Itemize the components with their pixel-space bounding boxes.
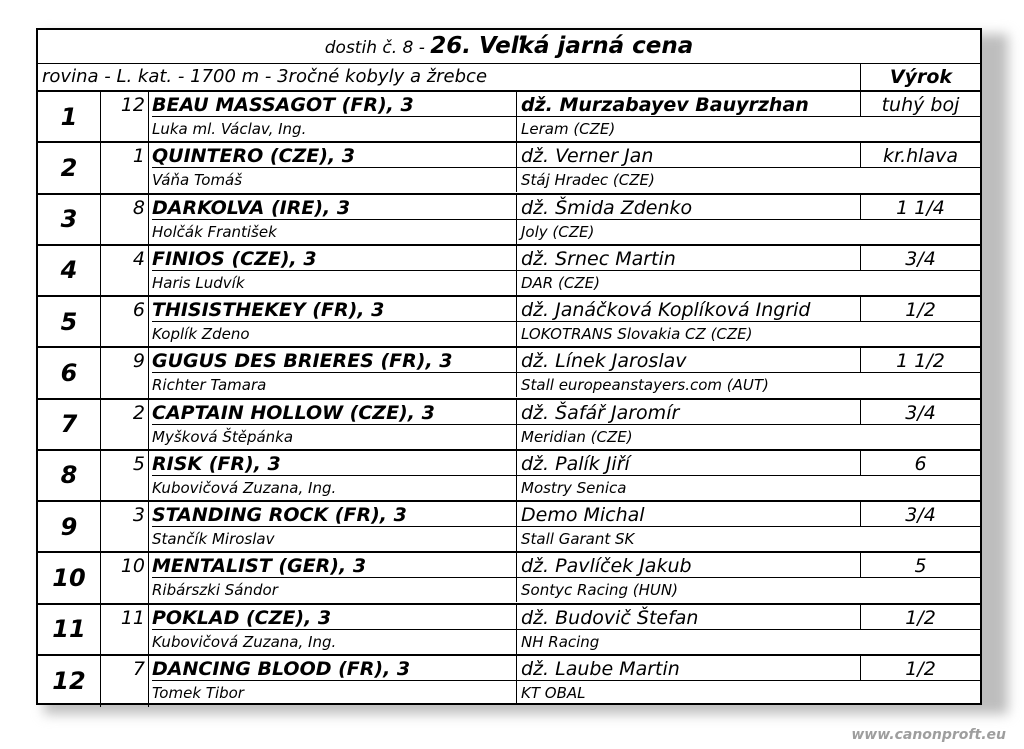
- results-sheet: [36, 28, 982, 705]
- place-number: 5: [38, 297, 101, 346]
- winning-margin: 1 1/4: [860, 195, 980, 220]
- trainer-name: Kubovičová Zuzana, Ing.: [152, 478, 337, 497]
- trainer-name: Koplík Zdeno: [152, 325, 250, 343]
- result-row: [38, 605, 980, 656]
- place-number: 8: [38, 451, 101, 500]
- start-number: 9: [101, 348, 149, 397]
- trainer-name: Richter Tamara: [152, 376, 267, 395]
- horse-name: DANCING BLOOD (FR), 3: [152, 656, 516, 681]
- results-table: [38, 92, 980, 707]
- horse-name: FINIOS (CZE), 3: [152, 246, 516, 271]
- start-number: 1: [101, 143, 149, 192]
- watermark: www.canonproft.eu: [851, 727, 1006, 743]
- start-number: 3: [101, 502, 149, 551]
- start-number: 5: [101, 451, 149, 500]
- start-number: 6: [101, 297, 149, 346]
- horse-name: BEAU MASSAGOT (FR), 3: [152, 92, 516, 117]
- jockey-name: dž. Palík Jiří: [516, 451, 860, 476]
- winning-margin: tuhý boj: [860, 92, 980, 117]
- margin-column-header: Výrok: [860, 63, 981, 90]
- horse-name: POKLAD (CZE), 3: [152, 605, 516, 630]
- jockey-name: dž. Línek Jaroslav: [516, 348, 860, 373]
- place-number: 10: [38, 553, 101, 602]
- trainer-name: Ribárszki Sándor: [152, 581, 278, 600]
- owner-name: NH Racing: [516, 630, 860, 654]
- place-number: 11: [38, 605, 101, 654]
- race-number: dostih č. 8 -: [324, 38, 431, 58]
- jockey-name: dž. Budovič Štefan: [516, 605, 860, 630]
- horse-name: RISK (FR), 3: [152, 451, 516, 476]
- jockey-name: Demo Michal: [516, 502, 860, 527]
- result-row: [38, 502, 980, 553]
- place-number: 1: [38, 92, 101, 141]
- horse-name: MENTALIST (GER), 3: [152, 553, 516, 578]
- start-number: 7: [101, 656, 149, 707]
- owner-name: Leram (CZE): [516, 117, 860, 141]
- jockey-name: dž. Verner Jan: [516, 143, 860, 168]
- trainer-name: Váňa Tomáš: [152, 171, 243, 190]
- winning-margin: 6: [860, 451, 980, 476]
- result-row: [38, 297, 980, 348]
- horse-name: DARKOLVA (IRE), 3: [152, 195, 516, 220]
- horse-name: STANDING ROCK (FR), 3: [152, 502, 516, 527]
- result-row: [38, 451, 980, 502]
- owner-name: Joly (CZE): [516, 220, 860, 244]
- race-conditions-bar: [38, 63, 980, 92]
- race-title-bar: [38, 30, 980, 64]
- owner-name: KT OBAL: [516, 681, 860, 705]
- horse-name: THISISTHEKEY (FR), 3: [152, 297, 516, 322]
- result-row: [38, 92, 980, 143]
- start-number: 4: [101, 246, 149, 295]
- owner-name: Sontyc Racing (HUN): [516, 578, 860, 602]
- race-conditions: rovina - L. kat. - 1700 m - 3ročné kobyly a žrebce: [42, 66, 488, 87]
- start-number: 11: [101, 605, 149, 654]
- result-row: [38, 143, 980, 194]
- trainer-name: Holčák František: [152, 222, 277, 241]
- place-number: 2: [38, 143, 101, 192]
- start-number: 2: [101, 400, 149, 449]
- owner-name: Stall europeanstayers.com (AUT): [516, 373, 860, 397]
- start-number: 10: [101, 553, 149, 602]
- trainer-name: Kubovičová Zuzana, Ing.: [152, 632, 337, 651]
- jockey-name: dž. Srnec Martin: [516, 246, 860, 271]
- result-row: [38, 246, 980, 297]
- horse-name: QUINTERO (CZE), 3: [152, 143, 516, 168]
- winning-margin: kr.hlava: [860, 143, 980, 168]
- start-number: 12: [101, 92, 149, 141]
- jockey-name: dž. Pavlíček Jakub: [516, 553, 860, 578]
- owner-name: Meridian (CZE): [516, 425, 860, 449]
- trainer-name: Stančík Miroslav: [152, 530, 275, 548]
- jockey-name: dž. Laube Martin: [516, 656, 860, 681]
- jockey-name: dž. Janáčková Koplíková Ingrid: [516, 297, 860, 322]
- trainer-name: Haris Ludvík: [152, 273, 245, 292]
- place-number: 12: [38, 656, 101, 707]
- owner-name: DAR (CZE): [516, 271, 860, 295]
- owner-name: Stáj Hradec (CZE): [516, 168, 860, 192]
- place-number: 4: [38, 246, 101, 295]
- winning-margin: 1/2: [860, 297, 980, 322]
- owner-name: LOKOTRANS Slovakia CZ (CZE): [516, 322, 860, 346]
- result-row: [38, 553, 980, 604]
- place-number: 7: [38, 400, 101, 449]
- result-row: [38, 656, 980, 707]
- trainer-name: Tomek Tibor: [152, 683, 244, 702]
- trainer-name: Myšková Štěpánka: [152, 427, 294, 446]
- jockey-name: dž. Šmida Zdenko: [516, 195, 860, 220]
- winning-margin: 5: [860, 553, 980, 578]
- trainer-name: Luka ml. Václav, Ing.: [152, 120, 307, 138]
- result-row: [38, 348, 980, 399]
- place-number: 3: [38, 195, 101, 244]
- start-number: 8: [101, 195, 149, 244]
- place-number: 6: [38, 348, 101, 397]
- horse-name: CAPTAIN HOLLOW (CZE), 3: [152, 400, 516, 425]
- winning-margin: 1 1/2: [860, 348, 980, 373]
- owner-name: Mostry Senica: [516, 476, 860, 500]
- winning-margin: 1/2: [860, 605, 980, 630]
- horse-name: GUGUS DES BRIERES (FR), 3: [152, 348, 516, 373]
- jockey-name: dž. Šafář Jaromír: [516, 400, 860, 425]
- winning-margin: 3/4: [860, 502, 980, 527]
- winning-margin: 1/2: [860, 656, 980, 681]
- result-row: [38, 195, 980, 246]
- winning-margin: 3/4: [860, 246, 980, 271]
- owner-name: Stall Garant SK: [516, 527, 860, 551]
- place-number: 9: [38, 502, 101, 551]
- jockey-name: dž. Murzabayev Bauyrzhan: [516, 92, 860, 117]
- result-row: [38, 400, 980, 451]
- winning-margin: 3/4: [860, 400, 980, 425]
- race-title: 26. Veľká jarná cena: [430, 33, 694, 59]
